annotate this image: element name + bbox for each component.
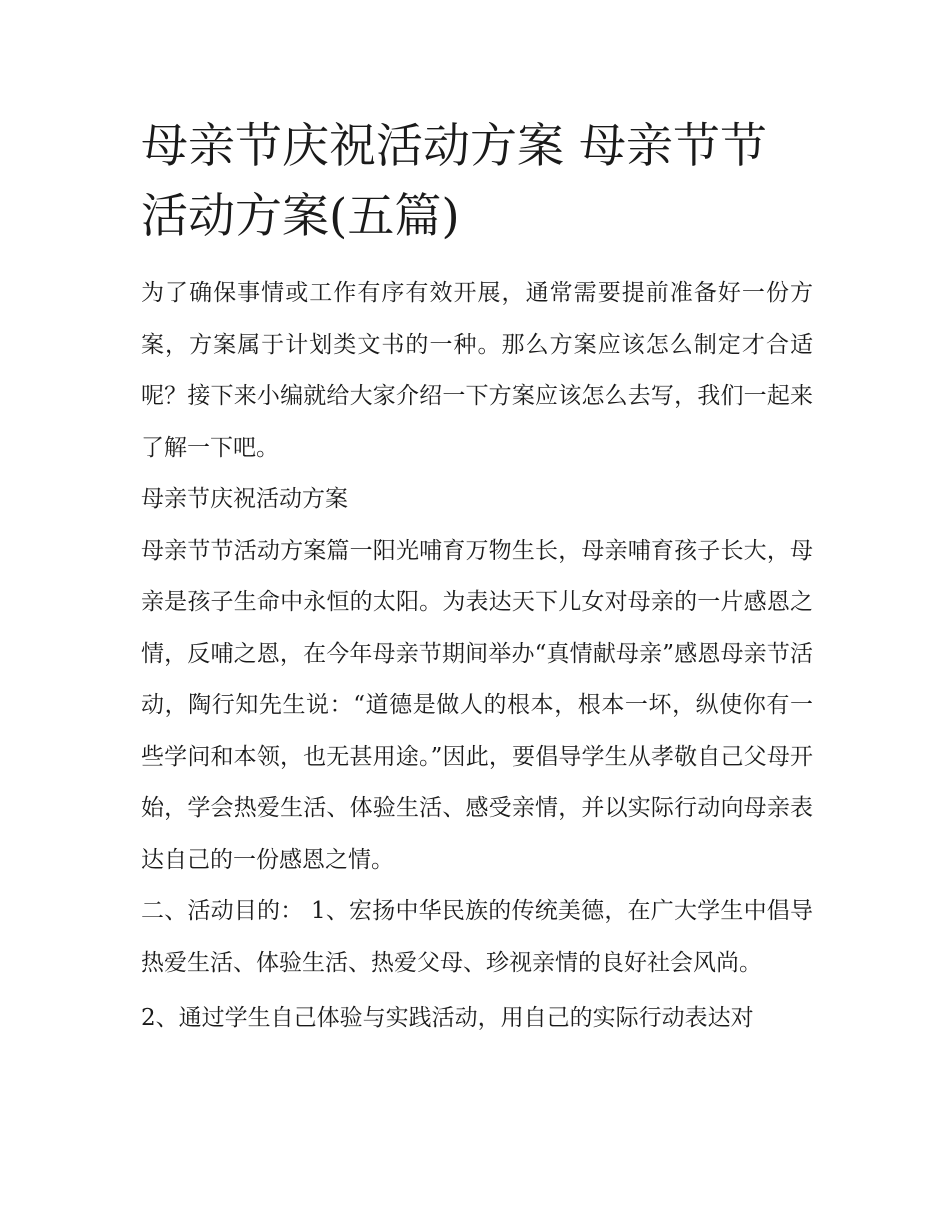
document-page [141, 112, 813, 1045]
section-heading: 母亲节庆祝活动方案 [141, 486, 348, 512]
purpose-item-2: 2、通过学生自己体验与实践活动，用自己的实际行动表达对 [141, 1005, 754, 1031]
purpose-paragraph: 二、活动目的： 1、宏扬中华民族的传统美德，在广大学生中倡导热爱生活、体验生活、热爱父母、珍视亲情的良好社会风尚。 [141, 898, 813, 976]
intro-paragraph: 为了确保事情或工作有序有效开展，通常需要提前准备好一份方案，方案属于计划类文书的一种。那么方案应该怎么制定才合适呢？接下来小编就给大家介绍一下方案应该怎么去写，我们一起来了解一下吧。 [141, 280, 813, 461]
body-paragraph: 母亲节节活动方案篇一阳光哺育万物生长，母亲哺育孩子长大，母亲是孩子生命中永恒的太阳。为表达天下儿女对母亲的一片感恩之情，反哺之恩，在今年母亲节期间举办“真情献母亲”感恩母亲节活动，陶行知先生说：“道德是做人的根本，根本一坏，纵使你有一些学问和本领，也无甚用途。”因此，要倡导学生从孝敬自己父母开始，学会热爱生活、体验生活、感受亲情，并以实际行动向母亲表达自己的一份感恩之情。 [141, 537, 813, 873]
document-title: 母亲节庆祝活动方案 母亲节节活动方案(五篇) [141, 119, 767, 244]
